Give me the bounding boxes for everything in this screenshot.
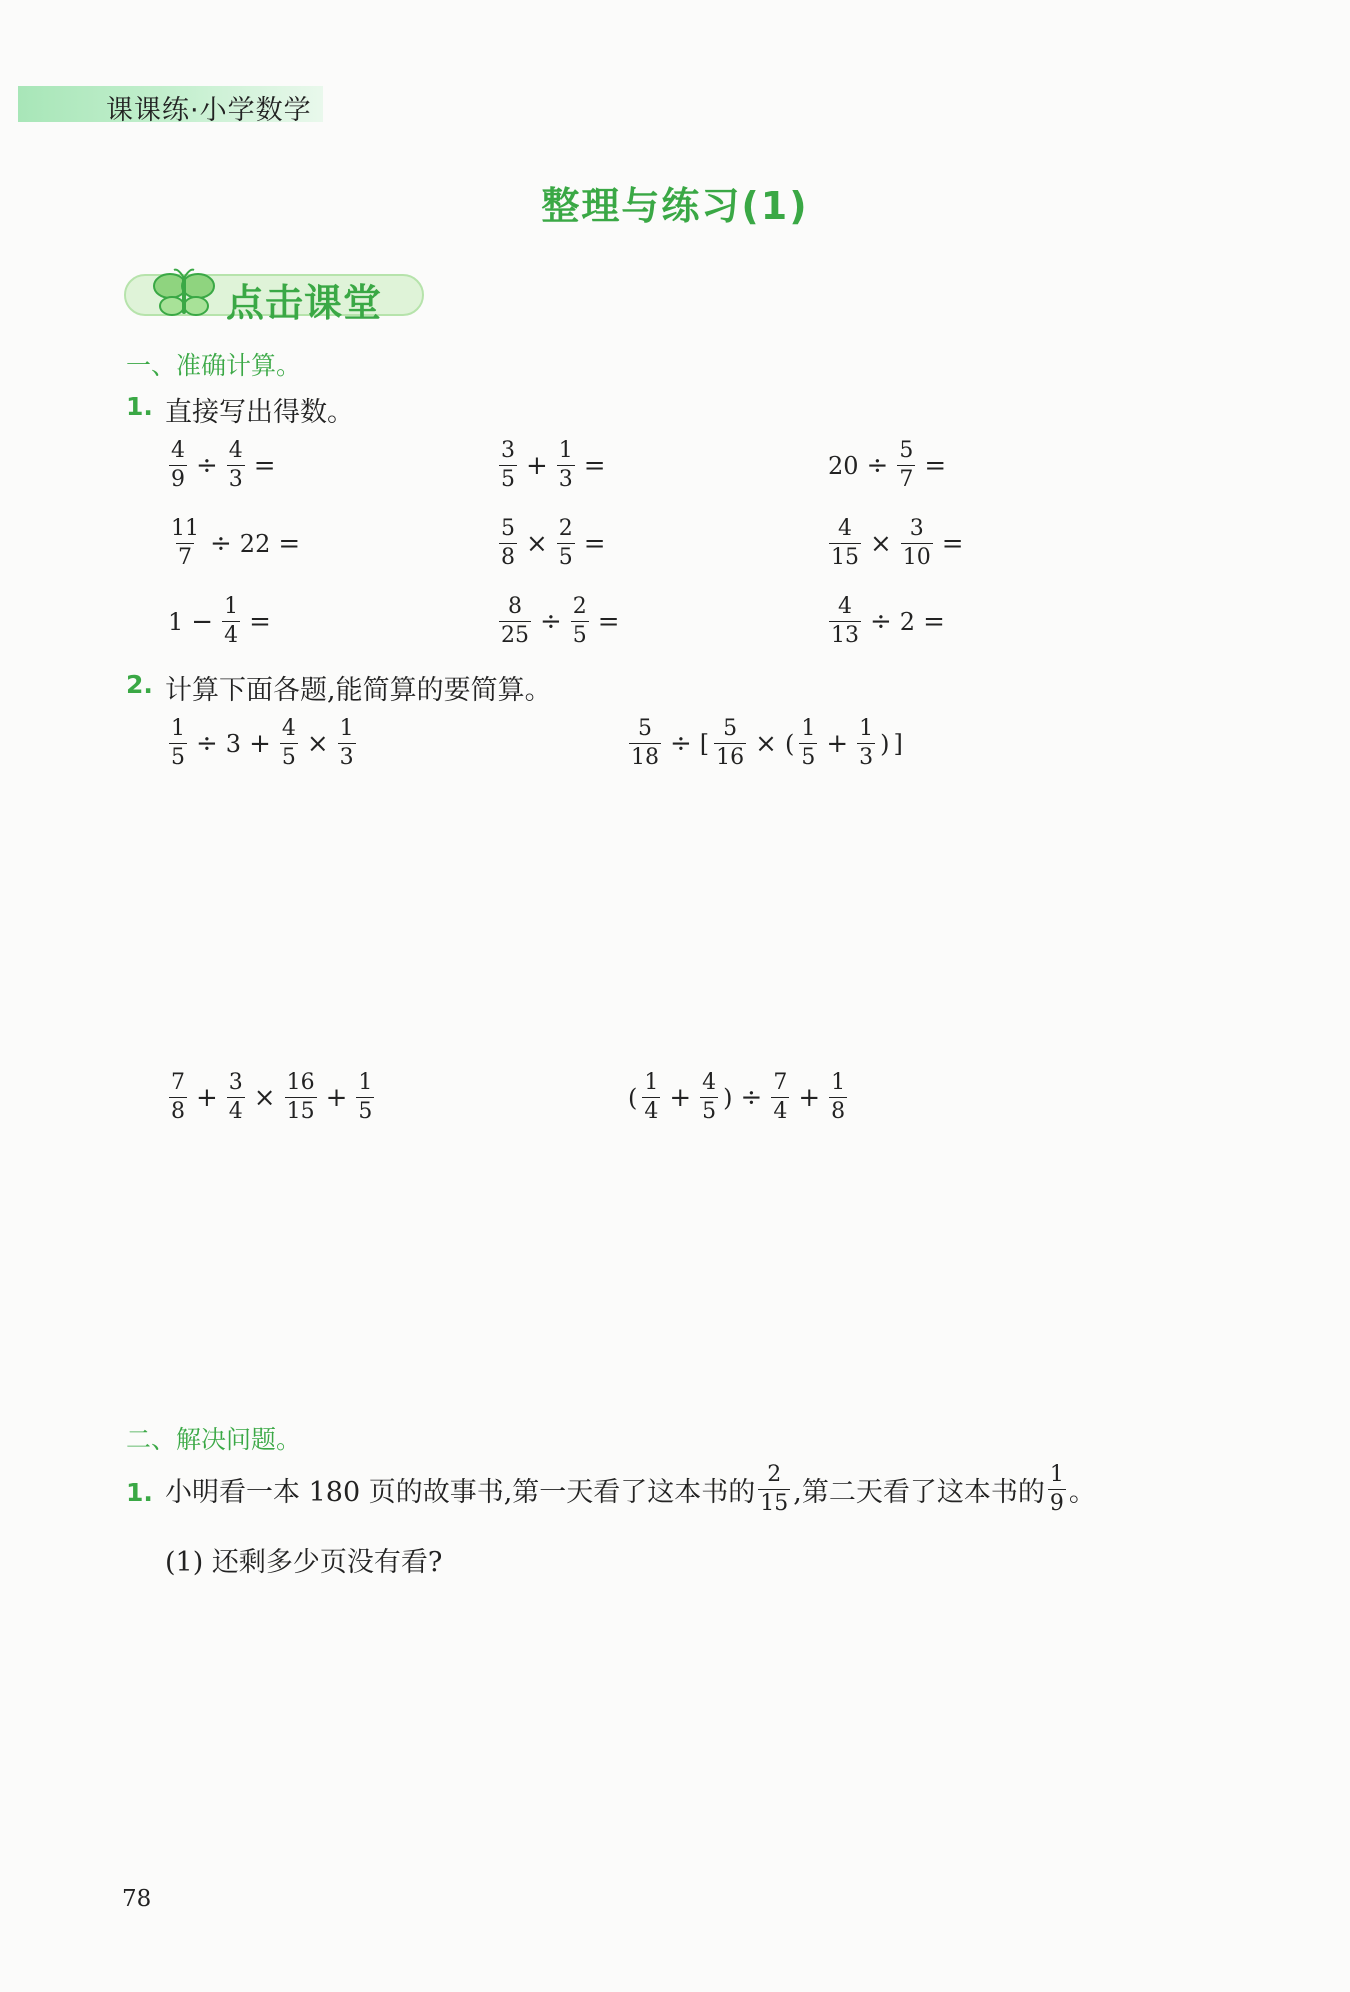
calc-2-1: $\frac{11}{7}$ ÷ 22 =	[171, 516, 301, 570]
butterfly-icon	[148, 266, 220, 322]
section2-title: 二、解决问题。	[126, 1425, 302, 1454]
calc-1-1: $\frac{4}{9}$ ÷ $\frac{4}{3}$ =	[171, 438, 276, 492]
calc-2-3: $\frac{4}{15}$ × $\frac{3}{10}$ =	[831, 516, 964, 570]
calc-3-3: $\frac{4}{13}$ ÷ 2 =	[831, 594, 945, 648]
q2-number: 2.	[126, 670, 153, 699]
q1-number: 1.	[126, 392, 153, 421]
q1-text: 直接写出得数。	[165, 397, 354, 428]
expr-4: ( $\frac{1}{4}$ + $\frac{4}{5}$ ) ÷ $\frac{7}{4}$ + $\frac{1}{8}$	[628, 1070, 846, 1124]
calc-1-3: 20 ÷ $\frac{5}{7}$ =	[828, 438, 947, 492]
problem1-text: 小明看一本 180 页的故事书,第一天看了这本书的 $\frac{2}{15}$ ,第二天看了这本书的 $\frac{1}{9}$ 。	[165, 1462, 1096, 1516]
section1-title: 一、准确计算。	[126, 351, 302, 380]
page-title: 整理与练习(1)	[541, 184, 809, 228]
q2-text: 计算下面各题,能简算的要简算。	[165, 675, 552, 706]
calc-2-2: $\frac{5}{8}$ × $\frac{2}{5}$ =	[501, 516, 606, 570]
problem1-number: 1.	[126, 1478, 153, 1507]
book-header: 课课练·小学数学	[106, 95, 312, 126]
expr-2: $\frac{5}{18}$ ÷ [ $\frac{5}{16}$ × ( $\frac{1}{5}$ + $\frac{1}{3}$ ) ]	[631, 716, 903, 770]
expr-3: $\frac{7}{8}$ + $\frac{3}{4}$ × $\frac{16}{15}$ + $\frac{1}{5}$	[171, 1070, 373, 1124]
problem1-sub1: (1) 还剩多少页没有看?	[165, 1547, 443, 1578]
expr-1: $\frac{1}{5}$ ÷ 3 + $\frac{4}{5}$ × $\frac{1}{3}$	[171, 716, 354, 770]
section-banner	[124, 266, 426, 325]
page-number: 78	[122, 1886, 152, 1912]
calc-3-2: $\frac{8}{25}$ ÷ $\frac{2}{5}$ =	[501, 594, 620, 648]
banner-text: 点击课堂	[226, 281, 383, 325]
calc-3-1: 1 − $\frac{1}{4}$ =	[168, 594, 271, 648]
calc-1-2: $\frac{3}{5}$ + $\frac{1}{3}$ =	[501, 438, 606, 492]
